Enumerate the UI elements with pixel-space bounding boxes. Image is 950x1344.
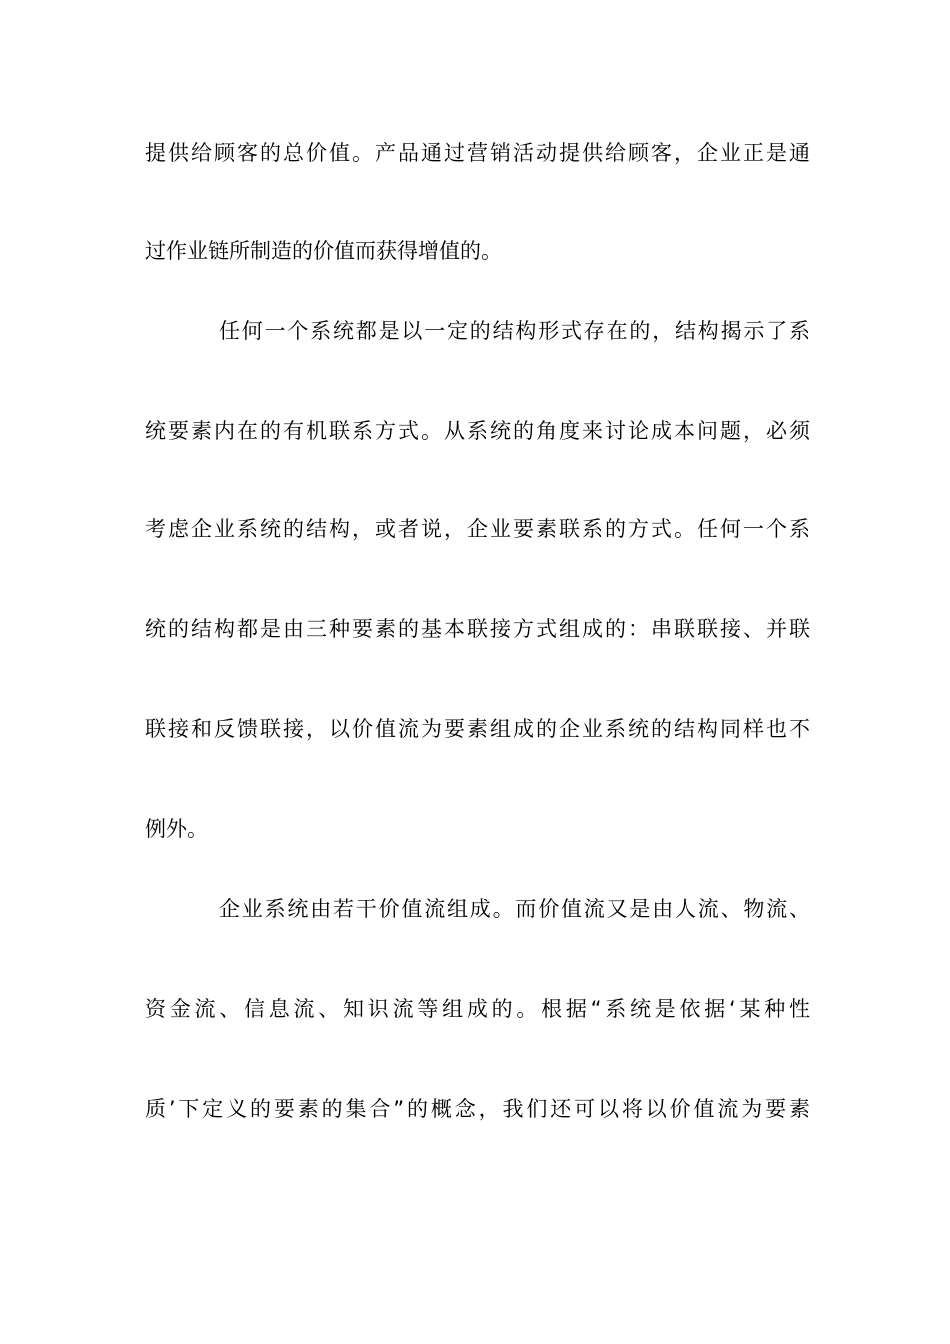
paragraph-line: 联接和反馈联接，以价值流为要素组成的企业系统的结构同样也不 [145,717,810,741]
paragraph-line: 考虑企业系统的结构，或者说，企业要素联系的方式。任何一个系 [145,517,810,541]
paragraph-line: 统要素内在的有机联系方式。从系统的角度来讨论成本问题，必须 [145,419,810,443]
paragraph-line: 统的结构都是由三种要素的基本联接方式组成的：串联联接、并联 [145,617,810,641]
paragraph-line: 过作业链所制造的价值而获得增值的。 [145,239,502,263]
paragraph-line: 质’下定义的要素的集合”的概念，我们还可以将以价值流为要素 [145,1097,810,1121]
paragraph-line: 例外。 [145,817,208,841]
paragraph-line: 资金流、信息流、知识流等组成的。根据“系统是依据‘某种性 [145,997,810,1021]
paragraph-line: 企业系统由若干价值流组成。而价值流又是由人流、物流、 [219,897,810,921]
paragraph-line: 提供给顾客的总价值。产品通过营销活动提供给顾客，企业正是通 [145,141,810,165]
paragraph-line: 任何一个系统都是以一定的结构形式存在的，结构揭示了系 [219,319,810,343]
